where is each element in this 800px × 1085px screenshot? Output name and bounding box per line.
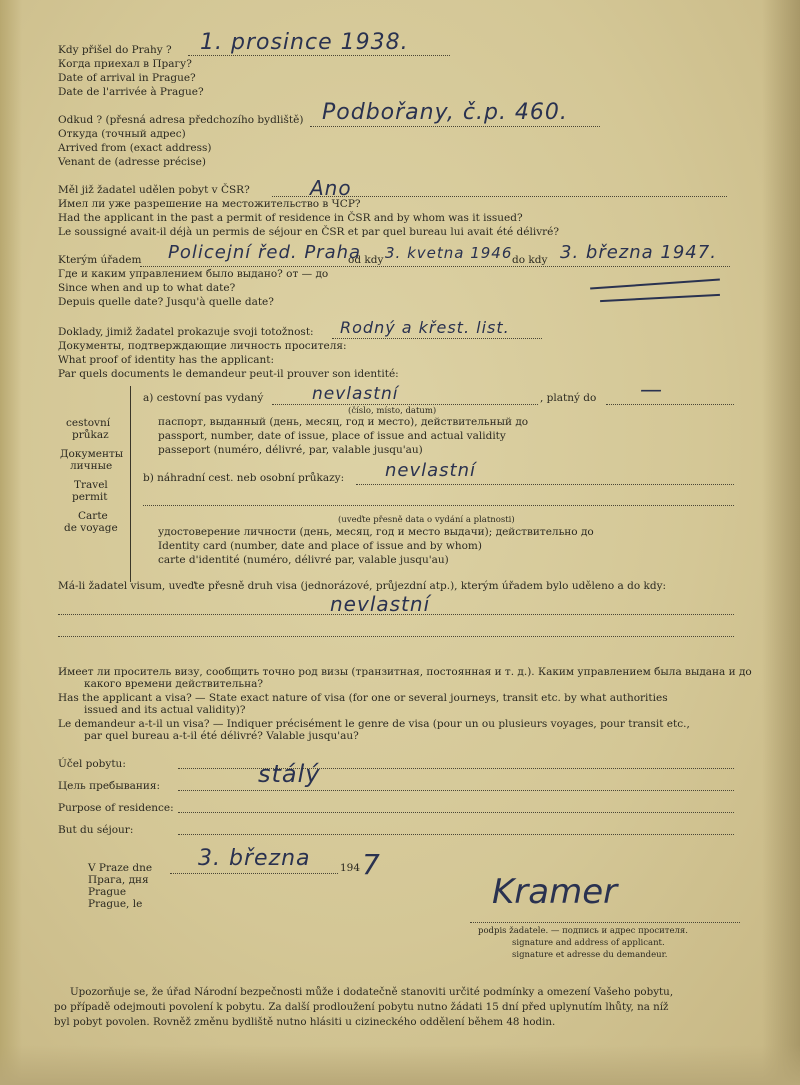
permit-label-fr: Le soussigné avait-il déjà un permis de séjour en ČSR et par quel bureau lui avait été délivré? bbox=[58, 226, 559, 238]
signature-value: Kramer bbox=[492, 872, 618, 912]
passport-value: nevlastní bbox=[312, 384, 399, 404]
passport-line bbox=[272, 404, 538, 405]
from-label-en: Arrived from (exact address) bbox=[58, 142, 212, 154]
arrival-label-en: Date of arrival in Prague? bbox=[58, 72, 196, 84]
side-label-dokumenty: Документы bbox=[60, 448, 124, 460]
office-from-value: 3. kvetna 1946 bbox=[385, 244, 513, 262]
passport-label-en: passport, number, date of issue, place of issue and actual validity bbox=[158, 430, 506, 442]
place-label-cz: V Praze dne bbox=[88, 862, 153, 874]
visa-value: nevlastní bbox=[330, 592, 431, 616]
from-line bbox=[310, 126, 600, 127]
identity-label-en: What proof of identity has the applicant: bbox=[58, 354, 275, 366]
identity-label-ru: Документы, подтверждающие личность просителя: bbox=[58, 340, 347, 352]
side-label-cestovni: cestovní bbox=[66, 417, 111, 429]
signature-label-en: signature and address of applicant. bbox=[512, 938, 665, 948]
passport-validity-value: — bbox=[640, 378, 663, 403]
passport-validity-line bbox=[606, 404, 734, 405]
permit-label-en: Had the applicant in the past a permit of residence in ČSR and by whom was it issued? bbox=[58, 212, 523, 224]
office-value: Policejní řed. Praha bbox=[168, 242, 362, 263]
passport-validity-label: , platný do bbox=[540, 392, 597, 404]
permit-label-ru: Имел ли уже разрешение на местожительство в ЧСР? bbox=[58, 198, 361, 210]
passport-hint: (číslo, místo, datum) bbox=[348, 406, 437, 416]
place-label-en: Prague bbox=[88, 886, 127, 898]
paper-edge-right bbox=[762, 0, 800, 1085]
cancel-stroke-1 bbox=[590, 278, 720, 289]
visa-label-cz: Má-li žadatel visum, uveďte přesně druh visa (jednorázové, průjezdní atp.), kterým úřadem bylo uděleno a do kdy: bbox=[58, 580, 667, 592]
substitute-label-fr: carte d'identité (numéro, délivré par, valable jusqu'au) bbox=[158, 554, 449, 566]
notice-line-1: Upozorňuje se, že úřad Národní bezpečnosti může i dodatečně stanoviti určité podmínky a omezení Vašeho pobytu, bbox=[70, 986, 674, 998]
cancel-stroke-2 bbox=[600, 294, 720, 302]
arrival-label-cz: Kdy přišel do Prahy ? bbox=[58, 44, 172, 56]
place-label-ru: Прага, дня bbox=[88, 874, 149, 886]
office-do-label: do kdy bbox=[512, 254, 548, 266]
side-label-permit: permit bbox=[72, 491, 108, 503]
visa-label-en-1: Has the applicant a visa? — State exact nature of visa (for one or several journeys, transit etc. by what authorities bbox=[58, 692, 668, 704]
passport-label-ru: паспорт, выданный (день, месяц, год и место), действительный до bbox=[158, 416, 529, 428]
office-label-fr: Depuis quelle date? Jusqu'à quelle date? bbox=[58, 296, 274, 308]
substitute-hint: (uveďte přesně data o vydání a platnosti) bbox=[338, 515, 515, 525]
office-label-en: Since when and up to what date? bbox=[58, 282, 236, 294]
substitute-label-b: b) náhradní cest. neb osobní průkazy: bbox=[143, 472, 345, 484]
signature-label-cz: podpis žadatele. — подпись и адрес просителя. bbox=[478, 926, 688, 936]
place-year-prefix: 194 bbox=[340, 862, 361, 874]
office-label-ru: Где и каким управлением было выдано? от — до bbox=[58, 268, 329, 280]
visa-label-fr-2: par quel bureau a-t-il été délivré? Valable jusqu'au? bbox=[84, 730, 359, 742]
permit-value: Ano bbox=[310, 176, 352, 200]
visa-label-ru-1: Имеет ли проситель визу, сообщить точно род визы (транзитная, постоянная и т. д.). Каким управлением была выдана и до bbox=[58, 666, 752, 678]
notice-line-3: byl pobyt povolen. Rovněž změnu bydliště nutno hlásiti u cizineckého oddělení během 48 hodin. bbox=[54, 1016, 556, 1028]
office-line bbox=[140, 266, 730, 267]
side-label-carte: Carte bbox=[78, 510, 108, 522]
identity-value: Rodný a křest. list. bbox=[340, 318, 510, 337]
identity-label-cz: Doklady, jimiž žadatel prokazuje svoji totožnost: bbox=[58, 326, 314, 338]
office-label: Kterým úřadem bbox=[58, 254, 142, 266]
side-label-travel: Travel bbox=[74, 479, 108, 491]
side-label-de-voyage: de voyage bbox=[64, 522, 118, 534]
arrival-label-fr: Date de l'arrivée à Prague? bbox=[58, 86, 204, 98]
visa-label-ru-2: какого времени действительна? bbox=[84, 678, 264, 690]
paper-edge-left bbox=[0, 0, 22, 1085]
side-label-prukaz: průkaz bbox=[72, 429, 109, 441]
purpose-line-3 bbox=[178, 812, 734, 813]
purpose-line-4 bbox=[178, 834, 734, 835]
identity-line bbox=[332, 338, 542, 339]
purpose-line-2 bbox=[178, 790, 734, 791]
signature-line bbox=[470, 922, 740, 923]
purpose-label-fr: But du séjour: bbox=[58, 824, 134, 836]
substitute-line bbox=[356, 484, 734, 485]
from-label-ru: Откуда (точный адрес) bbox=[58, 128, 186, 140]
place-date-value: 3. března bbox=[198, 846, 311, 871]
visa-line-2 bbox=[58, 636, 734, 637]
purpose-label-ru: Цель пребывания: bbox=[58, 780, 161, 792]
from-label-cz: Odkud ? (přesná adresa předchozího bydliště) bbox=[58, 114, 304, 126]
passport-label-a: a) cestovní pas vydaný bbox=[143, 392, 264, 404]
visa-label-fr-1: Le demandeur a-t-il un visa? — Indiquer précisément le genre de visa (pour un ou plusieurs voyages, pour transit etc., bbox=[58, 718, 690, 730]
office-od-label: od kdy bbox=[348, 254, 384, 266]
arrival-value: 1. prosince 1938. bbox=[200, 30, 409, 55]
section-bracket bbox=[130, 386, 131, 582]
substitute-value: nevlastní bbox=[385, 460, 477, 481]
purpose-label-en: Purpose of residence: bbox=[58, 802, 174, 814]
place-year-suffix: 7 bbox=[362, 848, 381, 881]
substitute-label-en: Identity card (number, date and place of issue and by whom) bbox=[158, 540, 482, 552]
signature-label-fr: signature et adresse du demandeur. bbox=[512, 950, 668, 960]
side-label-lichnye: личные bbox=[70, 460, 113, 472]
substitute-label-ru: удостоверение личности (день, месяц, год и место выдачи); действительно до bbox=[158, 526, 594, 538]
from-label-fr: Venant de (adresse précise) bbox=[58, 156, 206, 168]
arrival-label-ru: Когда приехал в Прагу? bbox=[58, 58, 192, 70]
identity-label-fr: Par quels documents le demandeur peut-il prouver son identité: bbox=[58, 368, 399, 380]
place-date-line bbox=[170, 873, 338, 874]
place-label-fr: Prague, le bbox=[88, 898, 143, 910]
notice-line-2: po případě odejmouti povolení k pobytu. Za další prodloužení pobytu nutno žádati 15 dní před uplynutím lhůty, na níž bbox=[54, 1001, 669, 1013]
visa-label-en-2: issued and its actual validity)? bbox=[84, 704, 246, 716]
purpose-label-cz: Účel pobytu: bbox=[58, 758, 126, 770]
office-to-value: 3. března 1947. bbox=[560, 242, 717, 263]
permit-label-cz: Měl již žadatel udělen pobyt v ČSR? bbox=[58, 184, 250, 196]
passport-label-fr: passeport (numéro, délivré, par, valable jusqu'au) bbox=[158, 444, 423, 456]
paper-edge-bottom bbox=[0, 1045, 800, 1085]
purpose-value: stálý bbox=[258, 760, 321, 788]
substitute-line-2 bbox=[143, 505, 734, 506]
arrival-line bbox=[188, 55, 450, 56]
from-value: Podbořany, č.p. 460. bbox=[322, 100, 568, 125]
